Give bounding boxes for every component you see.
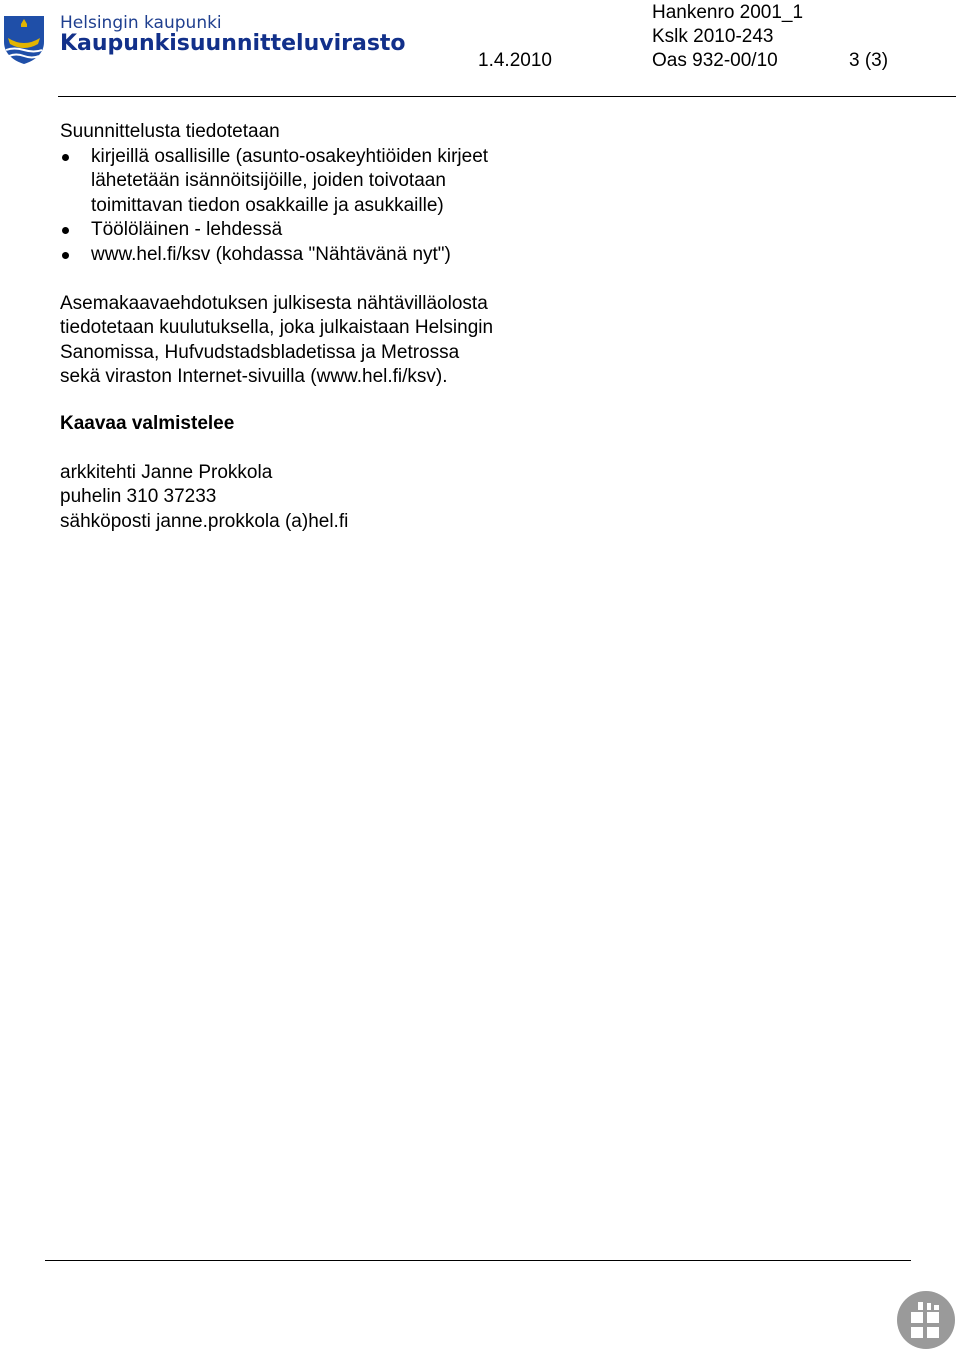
helsinki-crest-icon [2,14,46,66]
contact-email: sähköposti janne.prokkola (a)hel.fi [60,510,349,532]
bullet-icon [62,252,69,259]
contact-name: arkkitehti Janne Prokkola [60,461,273,483]
bullet-icon [62,227,69,234]
project-number: Hankenro 2001_1 [652,2,804,23]
contact-phone: puhelin 310 37233 [60,486,217,508]
notification-list [60,145,500,268]
list-item-text: www.hel.fi/ksv (kohdassa "Nähtävänä nyt") [91,243,451,265]
department-name: Kaupunkisuunnitteluvirasto [60,31,406,56]
page-number: 3 (3) [849,50,889,71]
org-name: Helsingin kaupunki [60,13,222,33]
intro-text: Suunnittelusta tiedotetaan [60,121,280,142]
watermark-icon [896,1290,956,1350]
announcement-paragraph: Asemakaavaehdotuksen julkisesta nähtävilläolosta tiedotetaan kuulutuksella, joka julkaistaan Helsingin Sanomissa, Hufvudstadsbladetissa ja Metrossa sekä viraston Internet-sivuilla (www.hel.fi/ksv). [60,292,494,388]
list-item [60,243,500,268]
list-item-text: Töölöläinen - lehdessä [91,219,283,241]
oas-number: Oas 932-00/10 [652,50,778,71]
list-item [60,218,500,243]
document-body [60,120,500,534]
bullet-icon [62,154,69,161]
footer-divider [45,1260,911,1261]
kslk-number: Kslk 2010-243 [652,26,774,47]
section-heading: Kaavaa valmistelee [60,412,235,434]
list-item [60,145,500,219]
list-item-text: kirjeillä osallisille (asunto-osakeyhtiöiden kirjeet lähetetään isännöitsijöille, joiden toivotaan toimittavan tiedon osakkaille ja asukkaille) [91,145,489,216]
document-date: 1.4.2010 [478,50,552,71]
header-divider [58,96,956,97]
